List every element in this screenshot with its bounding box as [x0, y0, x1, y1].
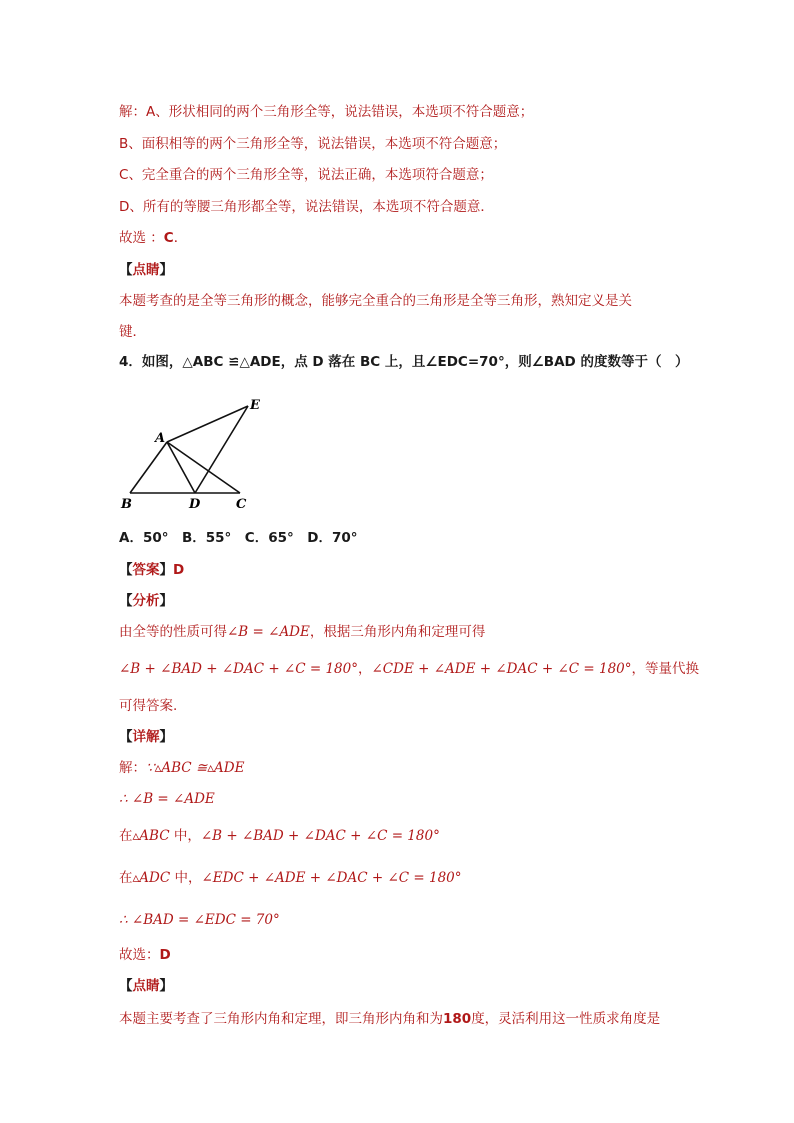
section-header-word: 分析 [132, 593, 160, 609]
section-header-word: 点睛 [132, 978, 160, 994]
solution-line-a [119, 102, 533, 122]
section-header-comment: 【点睛】 [119, 978, 173, 994]
detail-step4: 在▵ADC 中，∠EDC + ∠ADE + ∠DAC + ∠C = 180° [119, 870, 462, 886]
option-key-b: B [119, 136, 129, 152]
choose-end: ． [173, 230, 188, 246]
choose-label: 故选 ： [119, 230, 164, 246]
solution-text-b: 、面积相等的两个三角形全等，说法错误，本选项不符合题意； [128, 136, 507, 152]
vertex-label-c: C [236, 497, 247, 512]
solution-line-b [119, 134, 506, 154]
question-text: 如图，△ABC ≌△ADE，点 D 落在 BC 上，且∠EDC=70°，则∠BAD 的度数等于（ ） [141, 354, 689, 370]
option-key-a: A [146, 104, 156, 120]
comment-text-line1: 本题考查的是全等三角形的概念，能够完全重合的三角形是全等三角形，熟知定义是关 [119, 293, 632, 309]
answer-options: A．50° B．55° C．65° D．70° [119, 530, 358, 546]
section-header-comment-prev: 【点睛】 [119, 262, 173, 278]
solution-text-d: 、所有的等腰三角形都全等，说法错误，本选项不符合题意． [129, 199, 494, 215]
section-header-answer: 【答案】D [119, 562, 185, 578]
analysis-formula-2: ∠B + ∠BAD + ∠DAC + ∠C = 180° [119, 661, 358, 677]
analysis-formula-3: ∠CDE + ∠ADE + ∠DAC + ∠C = 180° [371, 661, 632, 677]
question-stem [119, 352, 688, 372]
option-key-d: D [119, 199, 130, 215]
detail-step5: ∴ ∠BAD = ∠EDC = 70° [119, 912, 280, 928]
section-header-analysis: 【分析】 [119, 593, 173, 609]
analysis-formula-1: ∠B = ∠ADE [227, 624, 310, 640]
vertex-label-e: E [250, 398, 260, 413]
section-header-word: 答案 [132, 562, 160, 578]
option-key-c: C [119, 167, 129, 183]
vertex-label-a: A [155, 431, 166, 446]
section-header-word: 详解 [132, 729, 160, 745]
analysis-line1: 由全等的性质可得∠B = ∠ADE，根据三角形内角和定理可得 [119, 624, 486, 640]
choose-answer: C [163, 230, 174, 246]
triangle-figure [115, 392, 275, 516]
detail-step3: 在▵ABC 中，∠B + ∠BAD + ∠DAC + ∠C = 180° [119, 828, 440, 844]
solution-label: 解： [119, 104, 146, 120]
solution-text-a: 、形状相同的两个三角形全等，说法错误，本选项不符合题意； [155, 104, 534, 120]
section-header-detail: 【详解】 [119, 729, 173, 745]
segment-ab [130, 442, 167, 493]
comment-text-line2: 键． [119, 324, 146, 340]
solution-text-c: 、完全重合的两个三角形全等，说法正确，本选项符合题意； [128, 167, 493, 183]
detail-step1: 解：∵▵ABC ≅▵ADE [119, 760, 245, 776]
segment-ad [167, 442, 195, 493]
detail-step2: ∴ ∠B = ∠ADE [119, 791, 215, 807]
analysis-line2: ∠B + ∠BAD + ∠DAC + ∠C = 180°，∠CDE + ∠ADE + ∠DAC + ∠C = 180°，等量代换 [119, 661, 700, 677]
segment-ae [167, 406, 248, 442]
answer-value: D [173, 562, 185, 578]
question-number: 4． [119, 354, 142, 370]
section-header-word: 点睛 [132, 262, 160, 278]
vertex-label-b: B [121, 497, 132, 512]
solution-line-c [119, 165, 493, 185]
segment-ac [167, 442, 240, 493]
vertex-label-d: D [189, 497, 201, 512]
solution-line-d [119, 197, 494, 217]
final-comment-text: 本题主要考查了三角形内角和定理，即三角形内角和为180度，灵活利用这一性质求角度是 [119, 1011, 661, 1027]
solution-choose-line [119, 228, 187, 248]
detail-choose: 故选：D [119, 947, 171, 963]
analysis-line3: 可得答案. [119, 698, 178, 714]
